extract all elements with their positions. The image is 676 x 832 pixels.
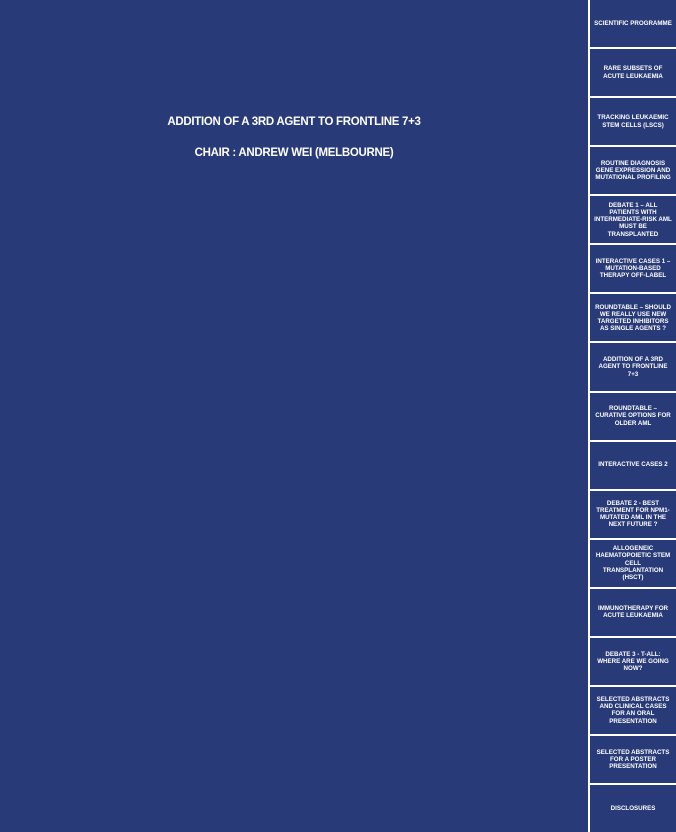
nav-item-label: SELECTED ABSTRACTS AND CLINICAL CASES FOR AN ORAL PRESENTATION xyxy=(596,696,670,725)
nav-item-label: ADDITION OF A 3RD AGENT TO FRONTLINE 7+3 xyxy=(598,356,668,378)
nav-item-allogeneic-hsct[interactable] xyxy=(590,540,676,587)
nav-item-interactive-cases-1[interactable] xyxy=(590,245,676,292)
nav-item-label: DEBATE 1 – ALL PATIENTS WITH INTERMEDIATE-RISK AML MUST BE TRANSPLANTED xyxy=(594,201,672,238)
nav-item-label: DEBATE 3 - T-ALL: WHERE ARE WE GOING NOW? xyxy=(597,650,669,672)
nav-item-debate-2[interactable] xyxy=(590,491,676,538)
nav-item-poster-abstracts[interactable] xyxy=(590,736,676,783)
nav-item-immunotherapy[interactable] xyxy=(590,589,676,636)
nav-item-roundtable-older-aml[interactable] xyxy=(590,393,676,440)
session-title: ADDITION OF A 3RD AGENT TO FRONTLINE 7+3 xyxy=(167,115,421,129)
nav-item-routine-diagnosis[interactable] xyxy=(590,147,676,194)
nav-item-rare-subsets[interactable] xyxy=(590,49,676,96)
nav-item-disclosures[interactable] xyxy=(590,785,676,832)
nav-item-tracking-lsc[interactable] xyxy=(590,98,676,145)
nav-item-label: ALLOGENEIC HAEMATOPOIETIC STEM CELL TRANSPLANTATION (HSCT) xyxy=(595,545,671,582)
nav-item-label: SCIENTIFIC PROGRAMME xyxy=(594,19,672,27)
nav-item-scientific-programme[interactable] xyxy=(590,0,676,47)
nav-item-label: TRACKING LEUKAEMIC STEM CELLS (LSCS) xyxy=(597,114,669,129)
nav-item-debate-3[interactable] xyxy=(590,638,676,685)
nav-item-label: IMMUNOTHERAPY FOR ACUTE LEUKAEMIA xyxy=(597,605,668,620)
nav-item-addition-3rd-agent[interactable] xyxy=(590,343,676,390)
nav-item-label: INTERACTIVE CASES 2 xyxy=(598,461,668,469)
nav-item-label: ROUNDTABLE – CURATIVE OPTIONS FOR OLDER AML xyxy=(595,405,671,427)
session-chair: CHAIR : ANDREW WEI (MELBOURNE) xyxy=(194,146,394,160)
nav-item-label: ROUTINE DIAGNOSIS GENE EXPRESSION AND MUTATIONAL PROFILING xyxy=(595,159,671,182)
nav-item-label: INTERACTIVE CASES 1 – MUTATION-BASED THERAPY OFF-LABEL xyxy=(595,258,671,280)
sidebar-nav xyxy=(590,0,676,832)
nav-item-label: DEBATE 2 - BEST TREATMENT FOR NPM1-MUTATED AML IN THE NEXT FUTURE ? xyxy=(596,499,670,529)
nav-item-interactive-cases-2[interactable] xyxy=(590,442,676,489)
nav-item-oral-abstracts[interactable] xyxy=(590,687,676,734)
nav-item-debate-1[interactable] xyxy=(590,196,676,243)
nav-item-label: DISCLOSURES xyxy=(610,804,656,812)
nav-item-label: ROUNDTABLE – SHOULD WE REALLY USE NEW TARGETED INHIBITORS AS SINGLE AGENTS ? xyxy=(595,303,671,333)
nav-item-label: SELECTED ABSTRACTS FOR A POSTER PRESENTATION xyxy=(596,748,670,771)
nav-item-label: RARE SUBSETS OF ACUTE LEUKAEMIA xyxy=(603,65,663,80)
nav-item-roundtable-targeted-inhibitors[interactable] xyxy=(590,294,676,341)
